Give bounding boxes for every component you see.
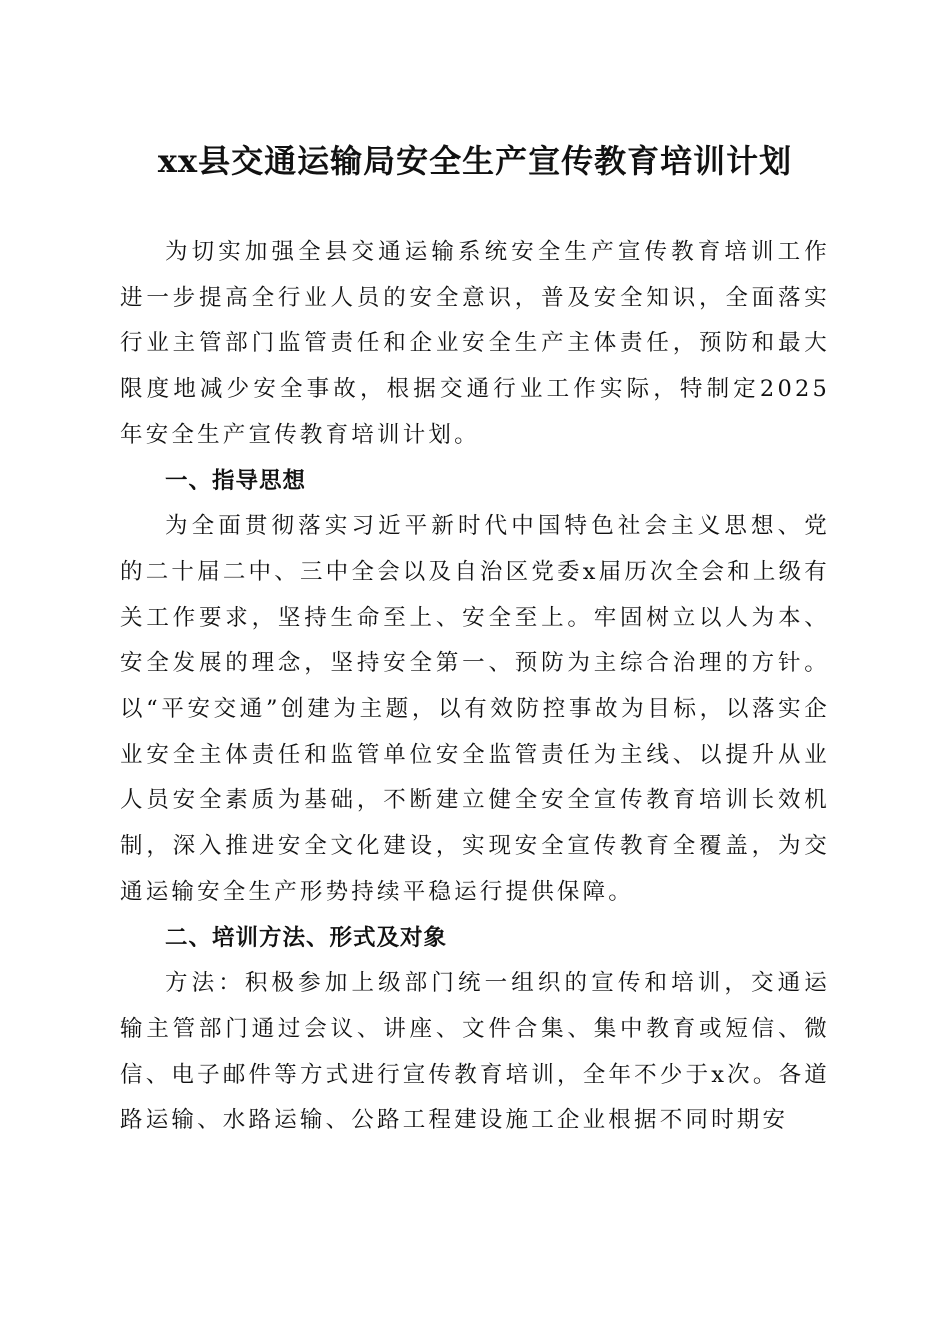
section-paragraph-guiding-ideology: 为全面贯彻落实习近平新时代中国特色社会主义思想、党的二十届二中、三中全会以及自治区党委x届历次全会和上级有关工作要求，坚持生命至上、安全至上。牢固树立以人为本、安全发展的理念，坚持安全第一、预防为主综合治理的方针。以“平安交通”创建为主题，以有效防控事故为目标，以落实企业安全主体责任和监管单位安全监管责任为主线、以提升从业人员安全素质为基础，不断建立健全安全宣传教育培训长效机制，深入推进安全文化建设，实现安全宣传教育全覆盖，为交通运输安全生产形势持续平稳运行提供保障。 xyxy=(120,513,830,905)
document-title: xx县交通运输局安全生产宣传教育培训计划 xyxy=(157,142,793,180)
intro-paragraph: 为切实加强全县交通运输系统安全生产宣传教育培训工作进一步提高全行业人员的安全意识，普及安全知识，全面落实行业主管部门监管责任和企业安全生产主体责任，预防和最大限度地减少安全事故，根据交通行业工作实际，特制定2025年安全生产宣传教育培训计划。 xyxy=(120,239,830,448)
section-heading-training-methods: 二、培训方法、形式及对象 xyxy=(165,924,448,951)
document-body xyxy=(120,230,830,1144)
section-heading-guiding-ideology: 一、指导思想 xyxy=(165,467,307,494)
section-paragraph-training-methods: 方法：积极参加上级部门统一组织的宣传和培训，交通运输主管部门通过会议、讲座、文件合集、集中教育或短信、微信、电子邮件等方式进行宣传教育培训，全年不少于x次。各道路运输、水路运输、公路工程建设施工企业根据不同时期安 xyxy=(120,970,830,1134)
